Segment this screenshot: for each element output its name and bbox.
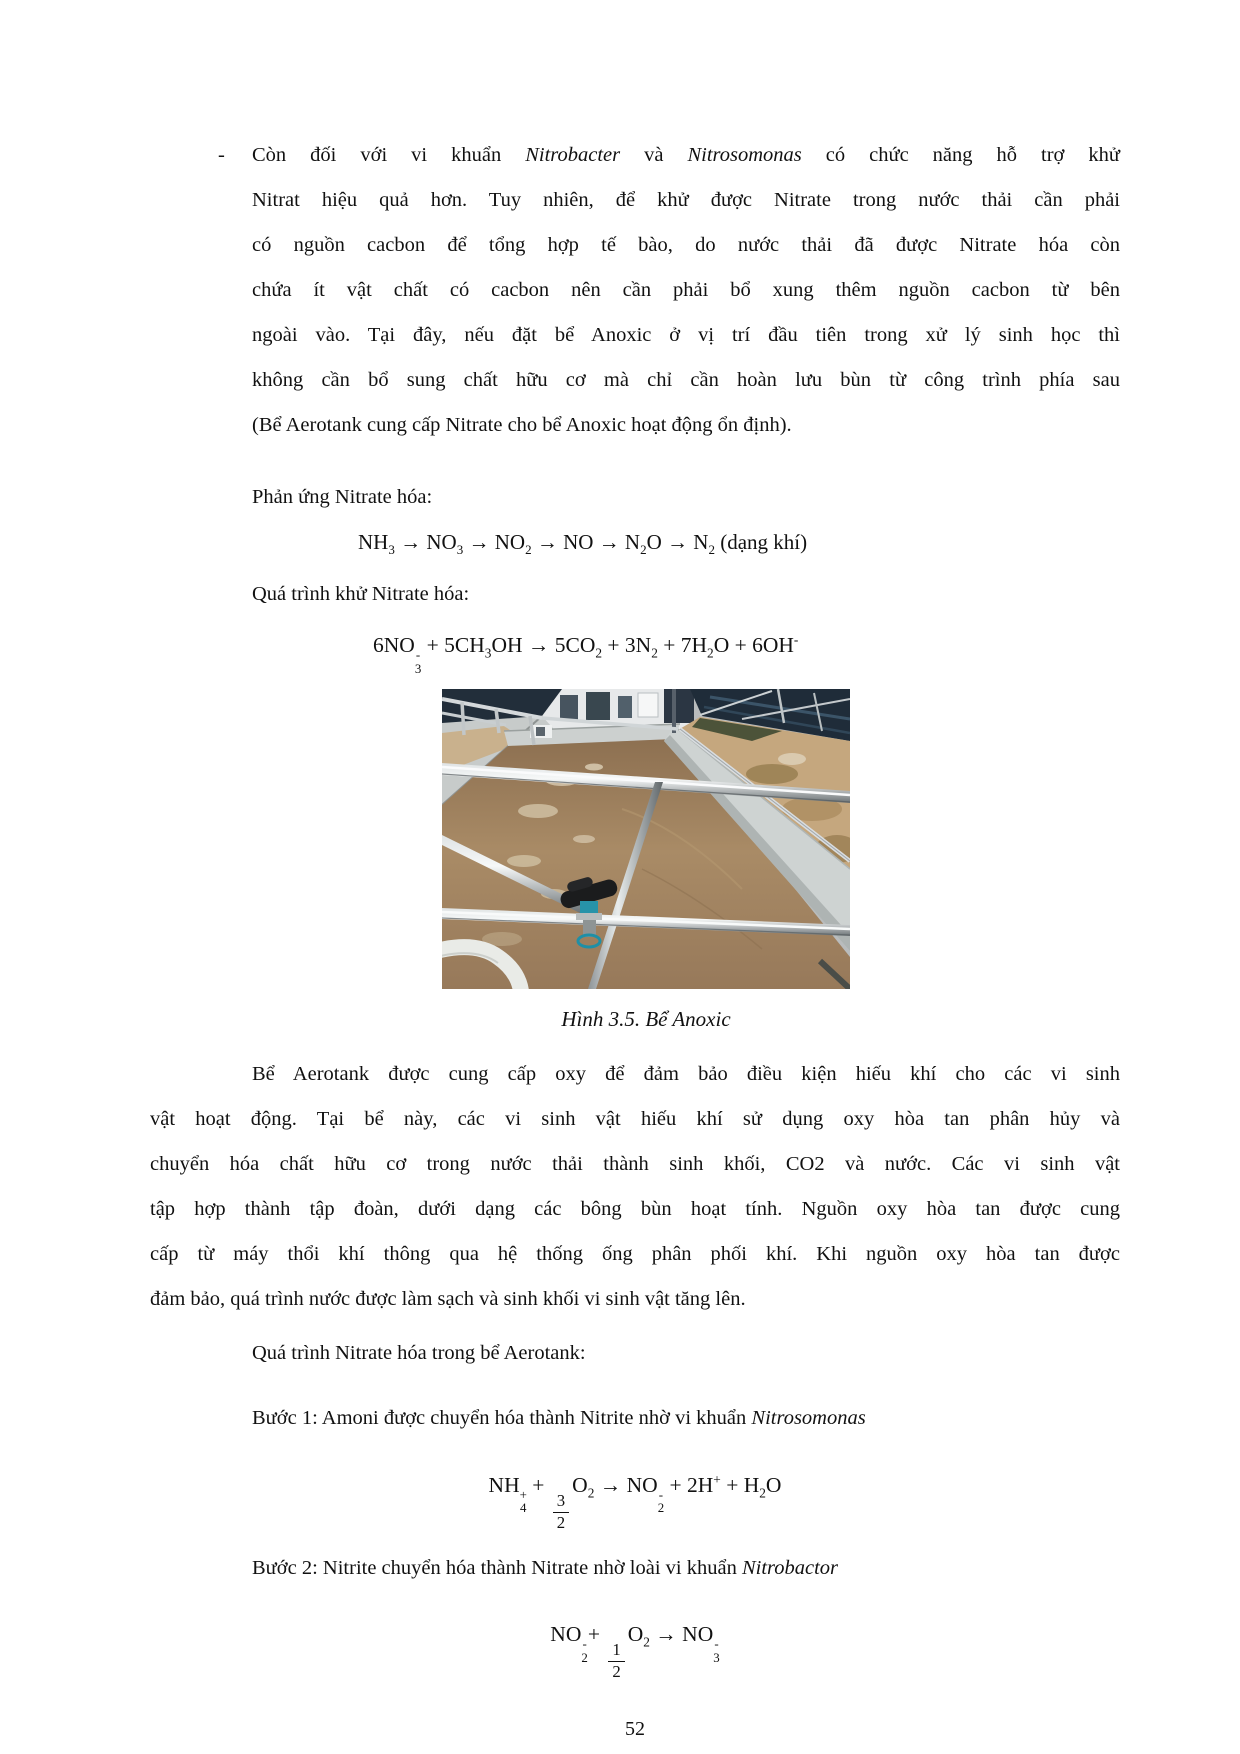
page-number: 52 [625, 1717, 645, 1740]
aerotank-nitrate-label: Quá trình Nitrate hóa trong bể Aerotank: [252, 1341, 586, 1364]
nitrate-chain-formula: $NH_3 \to NO_3 \to NO_2$ → NO → $N_2O \to N_2$ (dạng khí) [358, 530, 808, 558]
denitrification-label: Quá trình khử Nitrate hóa: [252, 583, 470, 606]
step2-formula: NO - 2 + $\frac{1}{2}$ $O_2$ → NO - 3 [550, 1621, 720, 1681]
bullet-item [150, 133, 1120, 448]
step2-text: Bước 2: Nitrite chuyển hóa thành Nitrate nhờ loài vi khuẩn Nitrobactor [252, 1557, 839, 1580]
nitrate-reaction-label: Phản ứng Nitrate hóa: [252, 486, 433, 508]
anoxic-tank-photo [442, 689, 850, 989]
step1-formula: NH + 4 + $\frac{3}{2}$ $O_2$ → NO - 2 + $2H^+ + H_2O$ [488, 1471, 782, 1532]
denitrification-formula: 6NO - 3 + $5CH_3OH \to 5CO_2 + 3N_2 + 7H_2O + 6OH^-$ [373, 632, 799, 676]
aerotank-paragraph: Bể Aerotank được cung cấp oxy để đảm bảo điều kiện hiếu khí cho các vi sinh vật hoạt động. Tại bể này, các vi sinh vật hiếu khí sử dụng oxy hòa tan phân hủy và chuyển hóa chất hữu cơ trong nước thải thành sinh khối, CO2 và nước. Các vi sinh vật tập hợp thành tập đoàn, dưới dạng các bông bùn hoạt tính. Nguồn oxy hòa tan được cung cấp từ máy thổi khí thông qua hệ thống ống phân phối khí. Khi nguồn oxy hòa tan được đảm bảo, quá trình nước được làm sạch và sinh khối vi sinh vật tăng lên. [150, 1062, 1120, 1310]
bullet-marker: - [218, 144, 225, 166]
figure-anoxic [442, 689, 850, 1035]
step1-text: Bước 1: Amoni được chuyển hóa thành Nitrite nhờ vi khuẩn Nitrosomonas [252, 1407, 866, 1430]
bullet-paragraph: Còn đối với vi khuẩn Nitrobacter và Nitrosomonas có chức năng hỗ trợ khử Nitrat hiệu quả hơn. Tuy nhiên, để khử được Nitrate trong nước thải cần phải có nguồn cacbon để tổng hợp tế bào, do nước thải đã được Nitrate hóa còn chứa ít vật chất có cacbon nên cần phải bổ xung thêm nguồn cacbon từ bên ngoài vào. Tại đây, nếu đặt bể Anoxic ở vị trí đầu tiên trong xử lý sinh học thì không cần bổ sung chất hữu cơ mà chỉ cần hoàn lưu bùn từ công trình phía sau (Bể Aerotank cung cấp Nitrate cho bể Anoxic hoạt động ổn định). [252, 144, 1120, 436]
figure-caption: Hình 3.5. Bể Anoxic [561, 1006, 731, 1031]
